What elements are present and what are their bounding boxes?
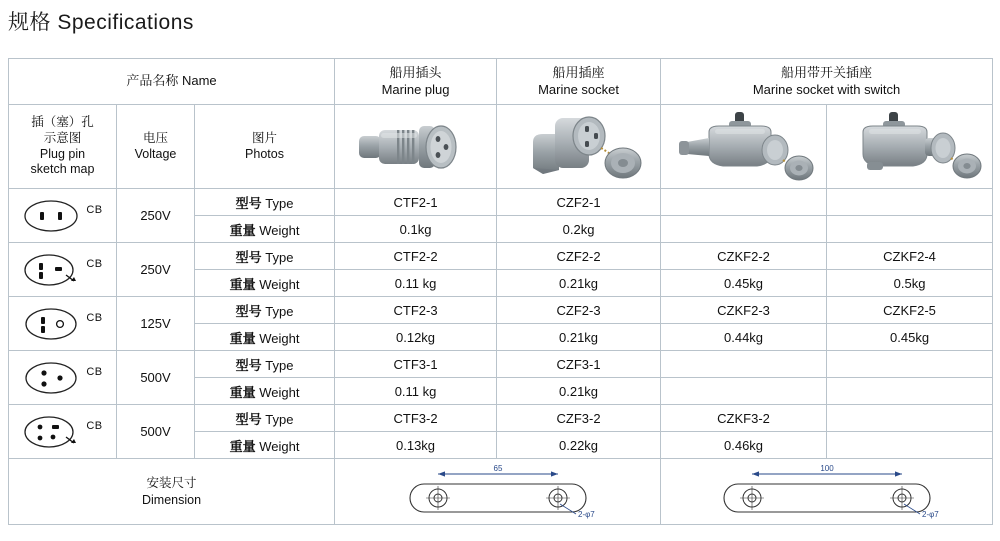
subheader-voltage-cn: 电压	[142, 130, 168, 145]
marine-socket-switch-image-a	[667, 108, 821, 186]
plug-pin-sketch-2pin-icon	[22, 199, 80, 233]
label-type-cn-3: 型号	[235, 303, 262, 319]
weight-plug-1: 0.1kg	[335, 216, 497, 243]
subheader-voltage	[117, 105, 195, 189]
cb-mark-5: CB	[86, 419, 103, 432]
type-switch-b-4	[827, 351, 993, 378]
table-row	[9, 189, 993, 216]
weight-switch-b-1	[827, 216, 993, 243]
photo-marine-socket	[497, 105, 661, 189]
plug-pin-sketch-3round-icon	[22, 361, 80, 395]
label-type-1	[195, 189, 335, 216]
weight-switch-a-2: 0.45kg	[661, 270, 827, 297]
pin-sketch-row-3	[9, 297, 117, 351]
table-row	[9, 405, 993, 432]
type-plug-2: CTF2-2	[335, 243, 497, 270]
label-type-5	[195, 405, 335, 432]
voltage-row-2: 250V	[117, 243, 195, 297]
type-switch-a-5: CZKF3-2	[661, 405, 827, 432]
dimension-drawing-65mm	[348, 460, 648, 520]
weight-socket-5: 0.22kg	[497, 432, 661, 459]
voltage-row-1: 250V	[117, 189, 195, 243]
dimension-row	[9, 459, 993, 525]
type-switch-b-5	[827, 405, 993, 432]
type-switch-b-3: CZKF2-5	[827, 297, 993, 324]
weight-plug-4: 0.11 kg	[335, 378, 497, 405]
header-marine-socket-switch-cn: 船用带开关插座	[781, 65, 873, 81]
voltage-row-5: 500V	[117, 405, 195, 459]
label-type-en-2: Type	[265, 249, 294, 265]
type-switch-a-1	[661, 189, 827, 216]
pin-sketch-wrap-2	[9, 243, 116, 296]
label-type-cn-4: 型号	[235, 357, 262, 373]
label-weight-en-3: Weight	[259, 330, 300, 346]
header-marine-plug	[335, 59, 497, 105]
header-marine-plug-en: Marine plug	[381, 81, 450, 97]
cb-mark-2: CB	[86, 257, 103, 270]
header-marine-plug-cn: 船用插头	[389, 65, 442, 81]
dimension-drawing-100mm	[672, 460, 982, 520]
type-socket-1: CZF2-1	[497, 189, 661, 216]
dimension-span-left: 65	[493, 464, 502, 473]
table-row	[9, 351, 993, 378]
header-marine-socket-en: Marine socket	[538, 81, 619, 97]
label-weight-en-2: Weight	[259, 276, 300, 292]
type-plug-5: CTF3-2	[335, 405, 497, 432]
page-title: 规格 Specifications	[8, 11, 194, 34]
table-row	[9, 297, 993, 324]
subheader-voltage-en: Voltage	[134, 146, 177, 161]
label-type-en-3: Type	[265, 303, 294, 319]
header-name-group	[9, 59, 335, 105]
pin-sketch-wrap-1	[9, 189, 116, 242]
weight-socket-2: 0.21kg	[497, 270, 661, 297]
dimension-hole-left: 2-φ7	[577, 510, 595, 519]
photo-marine-socket-switch-a	[661, 105, 827, 189]
photo-marine-plug	[335, 105, 497, 189]
header-marine-socket-switch	[661, 59, 993, 105]
type-socket-3: CZF2-3	[497, 297, 661, 324]
dimension-drawing-right	[661, 459, 993, 525]
weight-socket-4: 0.21kg	[497, 378, 661, 405]
table-header-row	[9, 59, 993, 105]
cb-mark-4: CB	[86, 365, 103, 378]
weight-switch-b-2: 0.5kg	[827, 270, 993, 297]
label-weight-cn-3: 重量	[229, 330, 256, 346]
label-type-en-4: Type	[265, 357, 294, 373]
weight-plug-2: 0.11 kg	[335, 270, 497, 297]
label-type-cn-5: 型号	[235, 411, 262, 427]
pin-sketch-row-5	[9, 405, 117, 459]
label-type-en-5: Type	[265, 411, 294, 427]
label-weight-en-1: Weight	[259, 222, 300, 238]
label-type-en-1: Type	[265, 195, 294, 211]
subheader-photos-en: Photos	[245, 146, 284, 161]
label-weight-cn-5: 重量	[229, 438, 256, 454]
label-type-3	[195, 297, 335, 324]
type-switch-a-2: CZKF2-2	[661, 243, 827, 270]
weight-switch-b-4	[827, 378, 993, 405]
label-weight-4	[195, 378, 335, 405]
type-plug-3: CTF2-3	[335, 297, 497, 324]
plug-pin-sketch-3pin-icon	[22, 253, 80, 287]
table-row	[9, 243, 993, 270]
weight-socket-3: 0.21kg	[497, 324, 661, 351]
label-weight-en-5: Weight	[259, 438, 300, 454]
label-weight-cn-2: 重量	[229, 276, 256, 292]
plug-pin-sketch-4pin-icon	[22, 415, 80, 449]
dimension-drawing-left	[335, 459, 661, 525]
label-type-cn-2: 型号	[235, 249, 262, 265]
label-type-2	[195, 243, 335, 270]
type-switch-b-2: CZKF2-4	[827, 243, 993, 270]
subheader-photos	[195, 105, 335, 189]
weight-switch-a-5: 0.46kg	[661, 432, 827, 459]
header-marine-socket	[497, 59, 661, 105]
header-name-label: 产品名称 Name	[126, 73, 217, 89]
label-weight-5	[195, 432, 335, 459]
pin-sketch-row-1	[9, 189, 117, 243]
photo-marine-socket-switch-b	[827, 105, 993, 189]
type-socket-5: CZF3-2	[497, 405, 661, 432]
weight-plug-3: 0.12kg	[335, 324, 497, 351]
subheader-pin-sketch-cn1: 插（塞）孔	[31, 115, 94, 130]
subheader-pin-sketch-en2: sketch map	[30, 162, 95, 177]
type-plug-4: CTF3-1	[335, 351, 497, 378]
pin-sketch-wrap-3	[9, 297, 116, 350]
weight-socket-1: 0.2kg	[497, 216, 661, 243]
cb-mark-3: CB	[86, 311, 103, 324]
type-switch-a-3: CZKF2-3	[661, 297, 827, 324]
label-weight-cn-4: 重量	[229, 384, 256, 400]
specifications-table	[8, 58, 993, 525]
label-weight-1	[195, 216, 335, 243]
pin-sketch-row-2	[9, 243, 117, 297]
marine-socket-switch-image-b	[833, 108, 987, 186]
type-socket-2: CZF2-2	[497, 243, 661, 270]
label-weight-3	[195, 324, 335, 351]
weight-switch-b-5	[827, 432, 993, 459]
subheader-pin-sketch	[9, 105, 117, 189]
dimension-label-cn: 安装尺寸	[146, 476, 197, 491]
weight-switch-a-3: 0.44kg	[661, 324, 827, 351]
voltage-row-3: 125V	[117, 297, 195, 351]
dimension-label-en: Dimension	[141, 492, 202, 507]
dimension-label	[9, 459, 335, 525]
voltage-row-4: 500V	[117, 351, 195, 405]
weight-switch-b-3: 0.45kg	[827, 324, 993, 351]
marine-socket-image	[503, 108, 655, 186]
type-switch-a-4	[661, 351, 827, 378]
pin-sketch-row-4	[9, 351, 117, 405]
weight-switch-a-4	[661, 378, 827, 405]
dimension-span-right: 100	[819, 464, 834, 473]
table-subheader-row	[9, 105, 993, 189]
dimension-hole-right: 2-φ7	[921, 510, 939, 519]
header-marine-socket-cn: 船用插座	[552, 65, 605, 81]
subheader-pin-sketch-cn2: 示意图	[43, 130, 82, 145]
subheader-photos-cn: 图片	[252, 130, 278, 145]
pin-sketch-wrap-5	[9, 405, 116, 458]
label-weight-cn-1: 重量	[229, 222, 256, 238]
label-weight-2	[195, 270, 335, 297]
pin-sketch-wrap-4	[9, 351, 116, 404]
plug-pin-sketch-3pin-alt-icon	[22, 307, 80, 341]
type-switch-b-1	[827, 189, 993, 216]
cb-mark-1: CB	[86, 203, 103, 216]
type-socket-4: CZF3-1	[497, 351, 661, 378]
label-type-4	[195, 351, 335, 378]
header-marine-socket-switch-en: Marine socket with switch	[752, 81, 901, 97]
weight-switch-a-1	[661, 216, 827, 243]
weight-plug-5: 0.13kg	[335, 432, 497, 459]
type-plug-1: CTF2-1	[335, 189, 497, 216]
label-weight-en-4: Weight	[259, 384, 300, 400]
marine-plug-image	[341, 108, 491, 186]
subheader-pin-sketch-en1: Plug pin	[39, 146, 86, 161]
label-type-cn-1: 型号	[235, 195, 262, 211]
